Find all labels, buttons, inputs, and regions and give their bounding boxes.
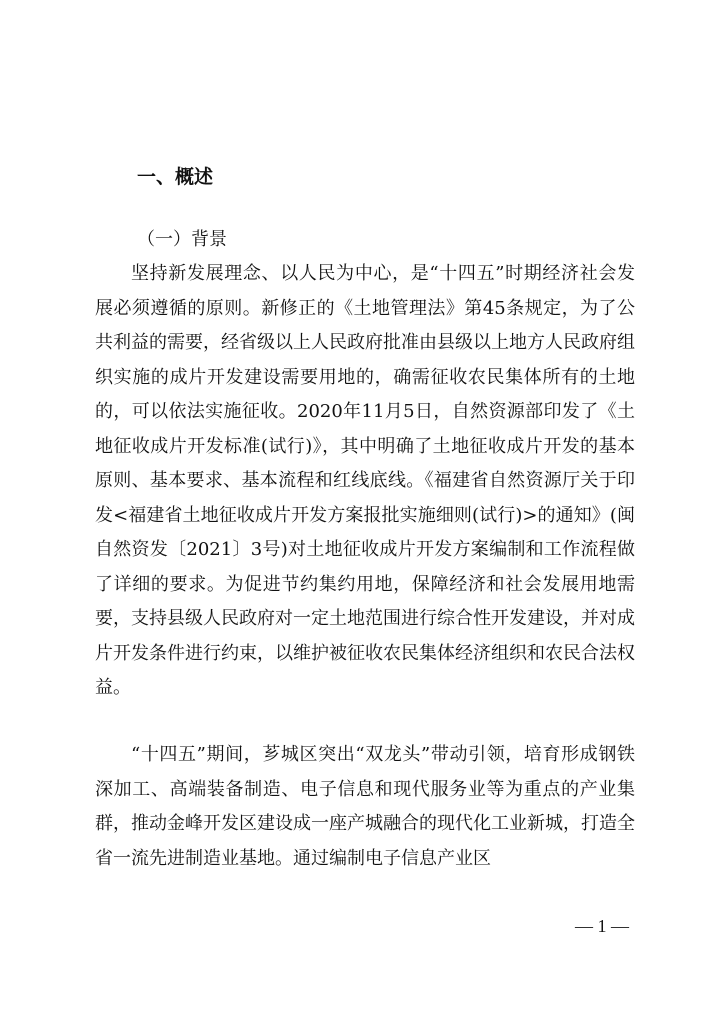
section-heading: 一、概述: [137, 166, 214, 188]
page-number: — 1 —: [575, 916, 629, 936]
paragraph-fourteenth-five-year: “十四五”期间，芗城区突出“双龙头”带动引领，培育形成钢铁深加工、高端装备制造、电子信息和现代服务业等为重点的产业集群，推动金峰开发区建设成一座产城融合的现代化工业新城，打造全省一流先进制造业基地。通过编制电子信息产业区: [95, 744, 635, 869]
subsection-heading: （一）背景: [137, 229, 227, 250]
paragraph-background: 坚持新发展理念、以人民为中心，是“十四五”时期经济社会发展必须遵循的原则。新修正的《土地管理法》第45条规定，为了公共利益的需要，经省级以上人民政府批准由县级以上地方人民政府组织实施的成片开发建设需要用地的，确需征收农民集体所有的土地的，可以依法实施征收。2020年11月5日，自然资源部印发了《土地征收成片开发标准(试行)》，其中明确了土地征收成片开发的基本原则、基本要求、基本流程和红线底线。《福建省自然资源厅关于印发<福建省土地征收成片开发方案报批实施细则(试行)>的通知》(闽自然资发〔2021〕3号)对土地征收成片开发方案编制和工作流程做了详细的要求。为促进节约集约用地，保障经济和社会发展用地需要，支持县级人民政府对一定土地范围进行综合性开发建设，并对成片开发条件进行约束，以维护被征收农民集体经济组织和农民合法权益。: [95, 263, 635, 698]
